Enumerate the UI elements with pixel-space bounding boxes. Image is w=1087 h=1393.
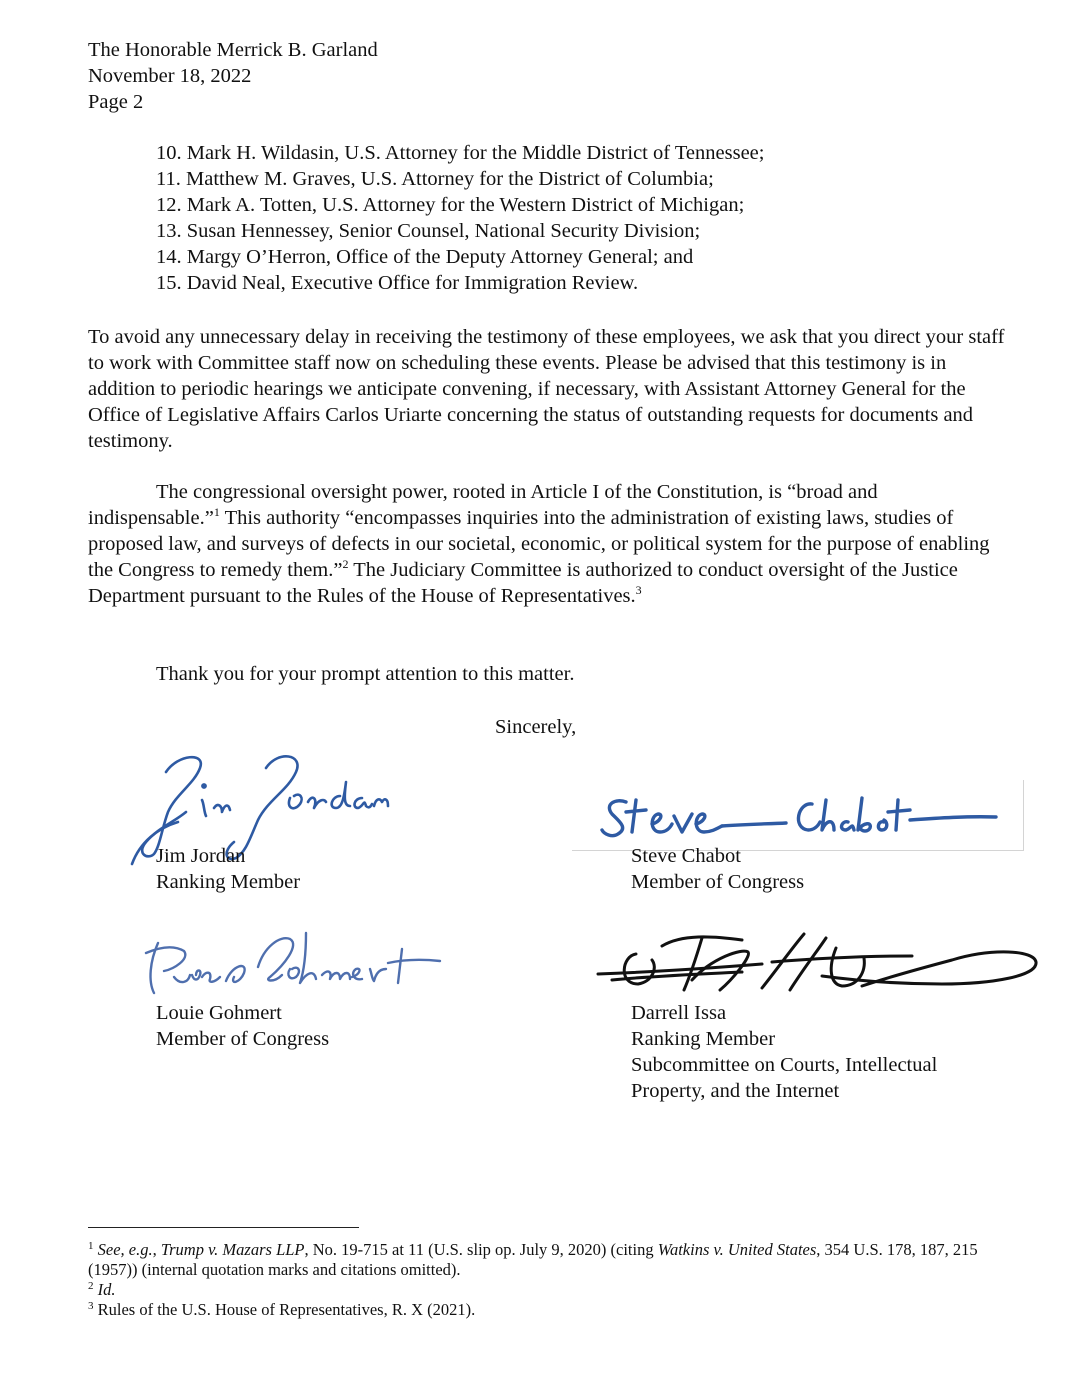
signatory-name: Darrell Issa <box>631 1002 727 1024</box>
signatory-title: Member of Congress <box>631 871 805 893</box>
witness-list <box>156 140 764 296</box>
signatory-louie-gohmert <box>156 1000 329 1052</box>
signatory-name: Louie Gohmert <box>156 1002 282 1024</box>
signatory-title: Property, and the Internet <box>631 1080 840 1102</box>
body-paragraph-oversight: The congressional oversight power, rooted in Article I of the Constitution, is “broad and indispensable.”$^1$ This authority “encompasses inquiries into the administration of existing laws, studies of proposed law, and surveys of defects in our societal, economic, or political system for the purpose of enabling the Congress to remedy them.”$^2$ The Judiciary Committee is authorized to conduct oversight of the Justice Department pursuant to the Rules of the House of Representatives.$^3$ <box>88 481 990 607</box>
recipient-line: The Honorable Merrick B. Garland <box>88 39 378 61</box>
list-item: 15. David Neal, Executive Office for Immigration Review. <box>156 272 639 294</box>
footnote-3: $^3$ Rules of the U.S. House of Representatives, R. X (2021). <box>88 1300 476 1319</box>
signatory-name: Jim Jordan <box>156 845 246 867</box>
footnote-separator <box>88 1227 359 1228</box>
signatory-name: Steve Chabot <box>631 845 741 867</box>
signatory-title: Ranking Member <box>631 1028 776 1050</box>
list-item: 14. Margy O’Herron, Office of the Deputy Attorney General; and <box>156 246 694 268</box>
body-paragraph-scheduling: To avoid any unnecessary delay in receiving the testimony of these employees, we ask that you direct your staff to work with Committee staff now on scheduling these events. Please be advised that this testimony is in addition to periodic hearings we anticipate convening, if necessary, with Assistant Attorney General for the Office of Legislative Affairs Carlos Uriarte concerning the status of outstanding requests for documents and testimony. <box>88 326 1005 452</box>
letter-header <box>88 37 378 115</box>
signatory-title: Ranking Member <box>156 871 301 893</box>
footnotes <box>88 1240 1008 1320</box>
list-item: 11. Matthew M. Graves, U.S. Attorney for the District of Columbia; <box>156 168 714 190</box>
list-item: 10. Mark H. Wildasin, U.S. Attorney for the Middle District of Tennessee; <box>156 142 765 164</box>
signatory-steve-chabot <box>631 843 804 895</box>
signatory-jim-jordan <box>156 843 300 895</box>
signatory-title: Subcommittee on Courts, Intellectual <box>631 1054 938 1076</box>
signatory-darrell-issa <box>631 1000 937 1104</box>
list-item: 13. Susan Hennessey, Senior Counsel, National Security Division; <box>156 220 701 242</box>
date-line: November 18, 2022 <box>88 65 252 87</box>
signature-darrell-issa <box>592 928 1042 998</box>
signature-steve-chabot <box>598 790 1008 846</box>
footnote-ref-2: 2 <box>342 557 349 571</box>
valediction: Sincerely, <box>495 716 577 738</box>
closing-thanks: Thank you for your prompt attention to this matter. <box>156 663 575 685</box>
footnote-ref-3: 3 <box>635 583 642 597</box>
signatory-title: Member of Congress <box>156 1028 330 1050</box>
footnote-ref-1: 1 <box>213 505 220 519</box>
signature-louie-gohmert <box>140 925 445 1000</box>
list-item: 12. Mark A. Totten, U.S. Attorney for the Western District of Michigan; <box>156 194 745 216</box>
footnote-1: $^1$ See, e.g., Trump v. Mazars LLP, No. 19-715 at 11 (U.S. slip op. July 9, 2020) (citing Watkins v. United States, 354 U.S. 178, 187, 215 (1957)) (internal quotation marks and citations omitted). <box>88 1240 978 1279</box>
footnote-2: $^2$ Id. <box>88 1280 116 1299</box>
page-number: Page 2 <box>88 91 144 113</box>
